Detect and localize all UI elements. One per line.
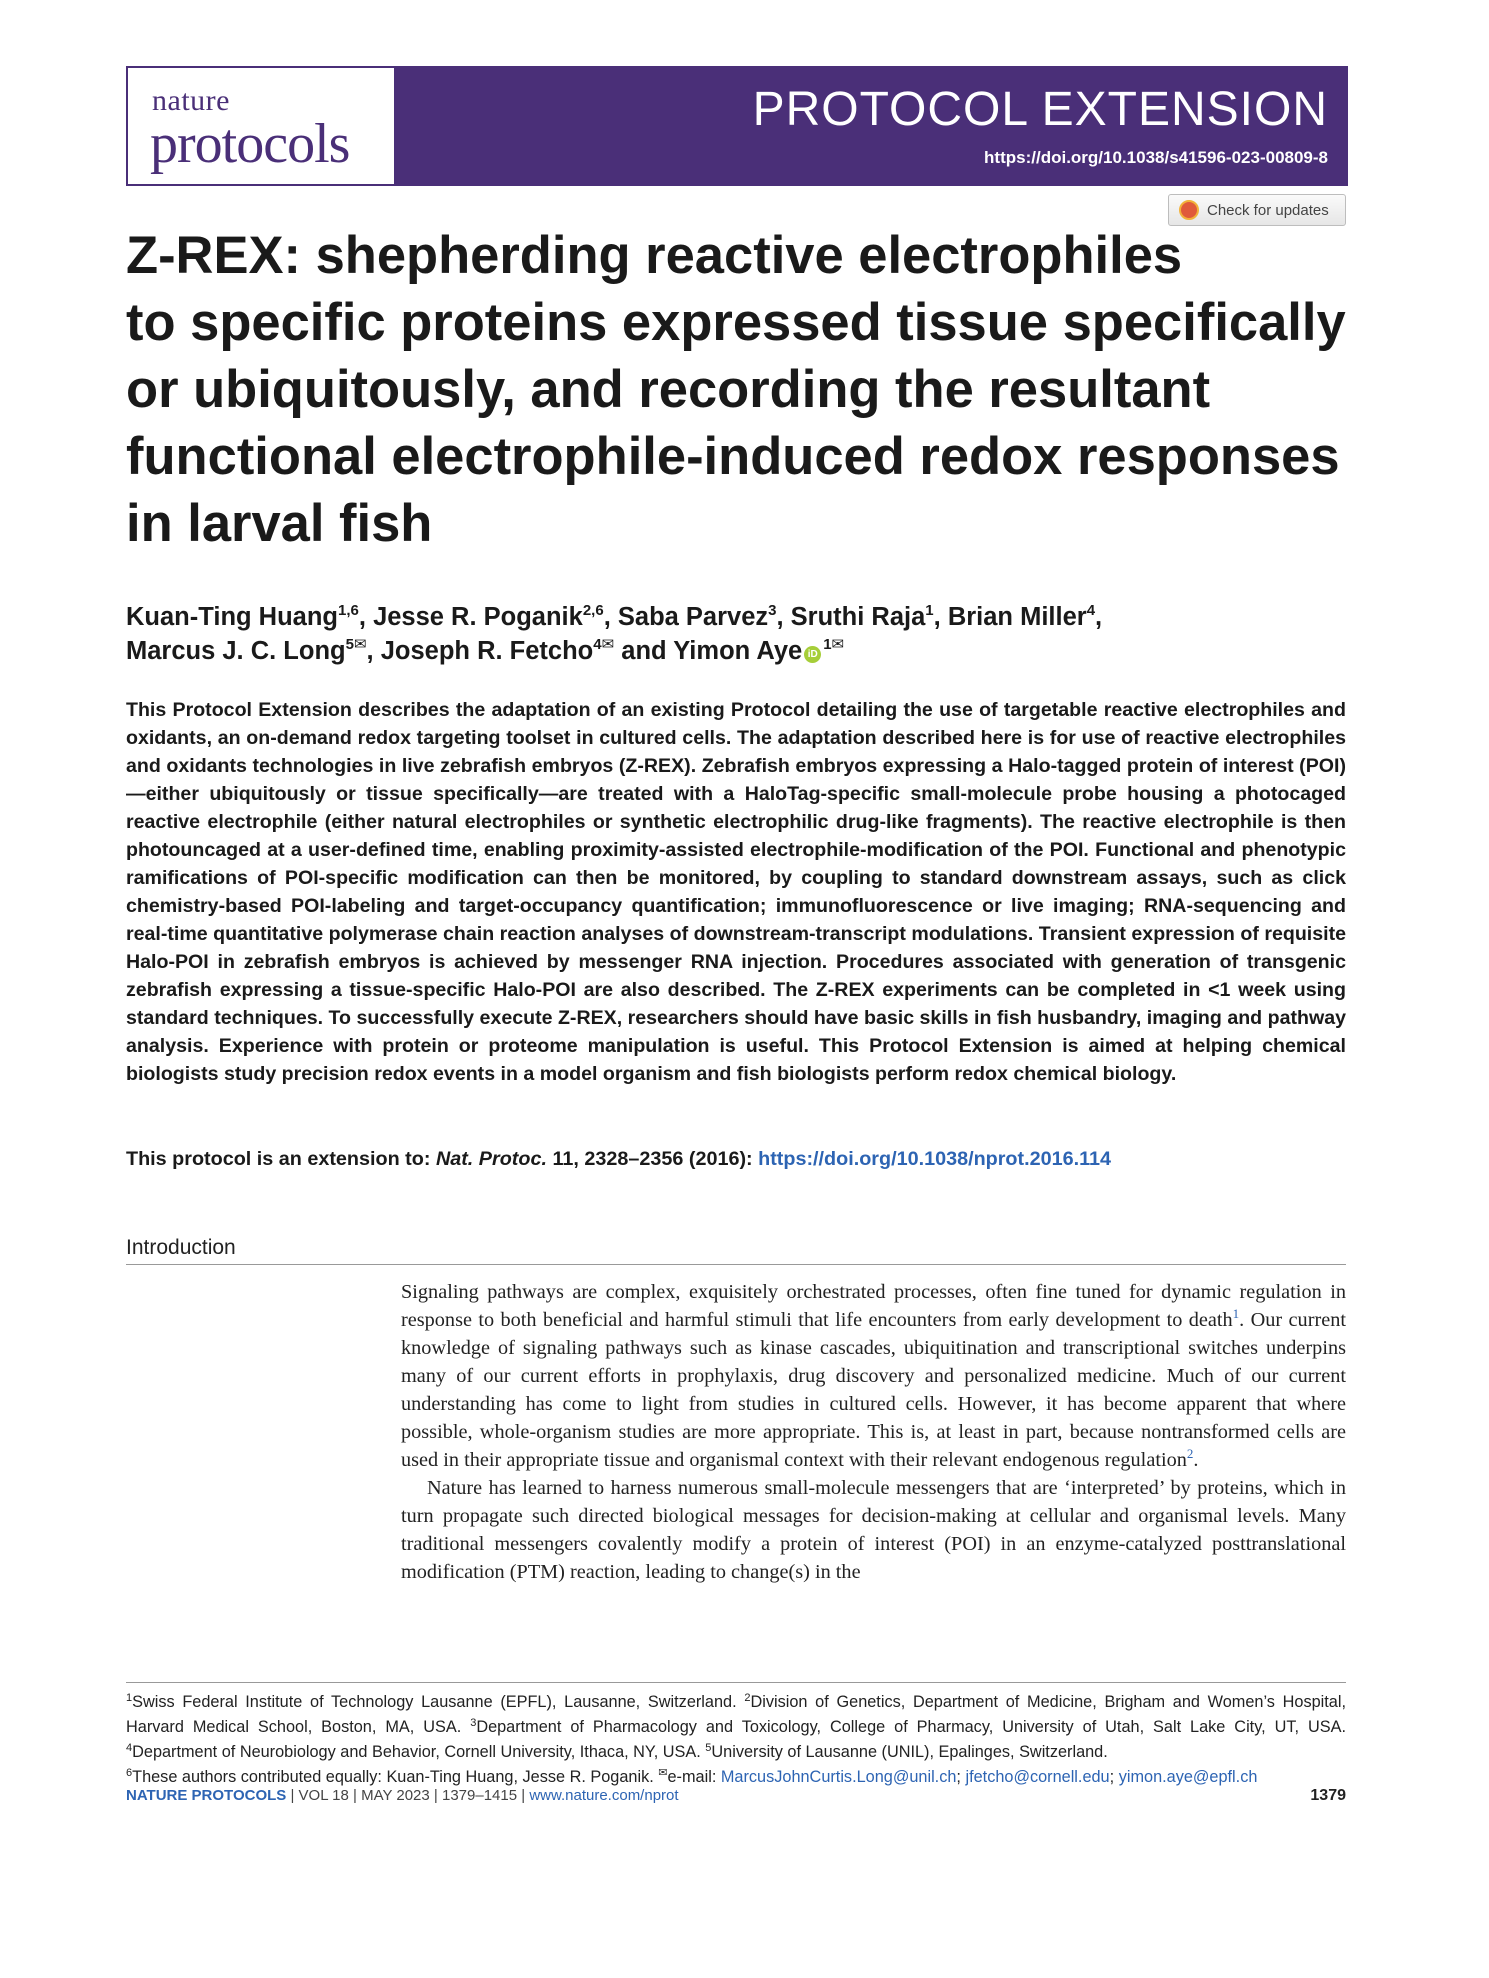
email-link[interactable]: jfetcho@cornell.edu: [965, 1768, 1110, 1786]
title-line: in larval fish: [126, 494, 433, 553]
paragraph: Nature has learned to harness numerous small-molecule messengers that are ‘interpreted’ by proteins, which in turn propagate such directed biological messages for decision-making at cellular and organismal levels. Many traditional messengers covalently modify a protein of interest (POI) in an enzyme-catalyzed posttranslational modification (PTM) reaction, leading to change(s) in the: [401, 1477, 1346, 1583]
journal-logo[interactable]: [126, 66, 396, 186]
author-affiliation: 1: [925, 602, 934, 619]
affiliation-number: 4: [126, 1742, 133, 1754]
author-name[interactable]: Jesse R. Poganik: [373, 603, 583, 631]
footer-pages: 1379–1415: [441, 1787, 518, 1804]
affiliation-number: 6: [126, 1767, 133, 1779]
paragraph-text: .: [1193, 1449, 1199, 1471]
separator: ,: [366, 637, 374, 665]
author-name[interactable]: Saba Parvez: [617, 603, 769, 631]
author-affiliation: [346, 636, 367, 653]
separator: ,: [603, 603, 611, 631]
footer-journal: NATURE PROTOCOLS: [126, 1787, 287, 1804]
footnote-divider: [126, 1682, 1346, 1683]
email-icon[interactable]: ✉: [601, 636, 615, 653]
email-link[interactable]: MarcusJohnCurtis.Long@unil.ch: [720, 1768, 957, 1786]
separator: |: [286, 1787, 299, 1804]
email-label: e-mail:: [667, 1768, 721, 1786]
author-affiliation-number: 5: [345, 636, 354, 653]
author-affiliation: 3: [768, 602, 777, 619]
author-affiliation: 2,6: [582, 602, 604, 619]
email-icon[interactable]: ✉: [353, 636, 367, 653]
author-name[interactable]: Sruthi Raja: [790, 603, 926, 631]
author-name[interactable]: Kuan-Ting Huang: [126, 603, 339, 631]
introduction-body: [401, 1278, 1346, 1586]
affiliation-number: 5: [705, 1742, 712, 1754]
paragraph-text: Signaling pathways are complex, exquisitely orchestrated processes, often fine tuned for dynamic regulation in response to both beneficial and harmful stimuli that life encounters from early development to death: [401, 1281, 1346, 1331]
author-name[interactable]: Joseph R. Fetcho: [380, 637, 594, 665]
affiliation-number: 3: [470, 1717, 477, 1729]
author-list: [126, 600, 1346, 668]
separator: ,: [358, 603, 366, 631]
footer-volume: VOL 18: [298, 1787, 349, 1804]
reference-link[interactable]: 1: [1232, 1306, 1240, 1321]
separator: ;: [956, 1768, 966, 1786]
affiliation-number: 1: [126, 1692, 133, 1704]
author-affiliation: [593, 636, 614, 653]
logo-protocols-text: protocols: [150, 113, 350, 175]
author-name[interactable]: Yimon Aye: [673, 637, 803, 665]
extension-journal: Nat. Protoc.: [435, 1148, 547, 1170]
affiliation-text: These authors contributed equally: Kuan-Ting Huang, Jesse R. Poganik.: [132, 1768, 659, 1786]
author-affiliation-number: 4: [593, 636, 602, 653]
abstract: This Protocol Extension describes the adaptation of an existing Protocol detailing the use of targetable reactive electrophiles and oxidants, an on-demand redox targeting toolset in cultured cells. The adaptation described here is for use of reactive electrophiles and oxidants technologies in live zebrafish embryos (Z-REX). Zebrafish embryos expressing a Halo-tagged protein of interest (POI)—either ubiquitously or tissue specifically—are treated with a HaloTag-specific small-molecule probe housing a photocaged reactive electrophile (either natural electrophiles or synthetic electrophilic drug-like fragments). The reactive electrophile is then photouncaged at a user-defined time, enabling proximity-assisted electrophile-modification of the POI. Functional and phenotypic ramifications of POI-specific modification can then be monitored, by coupling to standard downstream assays, such as click chemistry-based POI-labeling and target-occupancy quantification; immunofluorescence or live imaging; RNA-sequencing and real-time quantitative polymerase chain reaction analyses of downstream-transcript modulations. Transient expression of requisite Halo-POI in zebrafish embryos is achieved by messenger RNA injection. Procedures associated with generation of transgenic zebrafish expressing a tissue-specific Halo-POI are also described. The Z-REX experiments can be completed in <1 week using standard techniques. To successfully execute Z-REX, researchers should have basic skills in fish husbandry, imaging and pathway analysis. Experience with protein or proteome manipulation is useful. This Protocol Extension is aimed at helping chemical biologists study precision redox events in a model organism and fish biologists perform redox chemical biology.: [126, 699, 1346, 1085]
affiliation-text: Swiss Federal Institute of Technology Lausanne (EPFL), Lausanne, Switzerland.: [132, 1693, 745, 1711]
extension-note: [126, 1148, 1111, 1171]
title-line: or ubiquitously, and recording the resultant: [126, 360, 1211, 419]
affiliation-text: Division of Genetics, Department of Medicine, Brigham and Women’s Hospital, Harvard Medical School, Boston, MA, USA.: [126, 1693, 1346, 1736]
affiliation-text: Department of Neurobiology and Behavior, Cornell University, Ithaca, NY, USA.: [132, 1743, 706, 1761]
article-doi-link[interactable]: https://doi.org/10.1038/s41596-023-00809-8: [984, 148, 1328, 167]
crossmark-icon: [1179, 200, 1199, 220]
author-affiliation-number: 1: [823, 636, 832, 653]
article-type-banner: [396, 66, 1348, 186]
footer-date: MAY 2023: [361, 1787, 430, 1804]
separator: ;: [1109, 1768, 1119, 1786]
extension-doi-link[interactable]: https://doi.org/10.1038/nprot.2016.114: [758, 1148, 1112, 1170]
page-footer: [126, 1787, 1346, 1804]
author-affiliation: 4: [1086, 602, 1096, 619]
footer-url[interactable]: www.nature.com/nprot: [529, 1787, 679, 1804]
affiliation-text: Department of Pharmacology and Toxicology, College of Pharmacy, University of Utah, Salt Lake City, UT, USA.: [476, 1718, 1346, 1736]
author-affiliation: [823, 636, 844, 653]
extension-prefix: This protocol is an extension to:: [126, 1148, 436, 1170]
section-heading: Introduction: [126, 1236, 236, 1259]
masthead: [126, 66, 1348, 188]
author-name[interactable]: Brian Miller: [947, 603, 1087, 631]
email-icon: ✉: [658, 1767, 668, 1779]
author-name[interactable]: Marcus J. C. Long: [126, 637, 346, 665]
paragraph: [401, 1278, 1346, 1474]
article-title: [126, 222, 1366, 557]
separator: |: [429, 1787, 442, 1804]
separator: and: [621, 637, 667, 665]
paragraph-text: . Our current knowledge of signaling pathways such as kinase cascades, ubiquitination and transcriptional switches underpins many of our current efforts in prophylaxis, drug discovery and personalized medicine. Much of our current understanding has come to light from studies in cultured cells. However, it has become apparent that where possible, whole-organism studies are more appropriate. This is, at least in part, because nontransformed cells are used in their appropriate tissue and organismal context with their relevant endogenous regulation: [401, 1309, 1346, 1471]
logo-nature-text: nature: [152, 84, 230, 117]
affiliation-text: University of Lausanne (UNIL), Epalinges, Switzerland.: [711, 1743, 1108, 1761]
check-for-updates-label: Check for updates: [1207, 201, 1329, 219]
title-line: functional electrophile-induced redox responses: [126, 427, 1340, 486]
separator: |: [517, 1787, 530, 1804]
section-divider: [126, 1264, 1346, 1265]
separator: ,: [1095, 603, 1103, 631]
title-line: to specific proteins expressed tissue specifically: [126, 293, 1346, 352]
article-type: PROTOCOL EXTENSION: [752, 83, 1328, 136]
email-icon[interactable]: ✉: [831, 636, 845, 653]
title-line: Z-REX: shepherding reactive electrophiles: [126, 226, 1183, 285]
affiliations: [126, 1690, 1346, 1790]
reference-link[interactable]: 2: [1186, 1446, 1194, 1461]
separator: ,: [776, 603, 784, 631]
author-affiliation: 1,6: [338, 602, 359, 619]
email-link[interactable]: yimon.aye@epfl.ch: [1118, 1768, 1258, 1786]
separator: |: [348, 1787, 362, 1804]
affiliation-number: 2: [744, 1692, 751, 1704]
page-number: 1379: [1310, 1787, 1346, 1804]
separator: ,: [933, 603, 941, 631]
extension-citation: 11, 2328–2356 (2016):: [546, 1148, 759, 1170]
orcid-icon[interactable]: iD: [804, 646, 821, 663]
